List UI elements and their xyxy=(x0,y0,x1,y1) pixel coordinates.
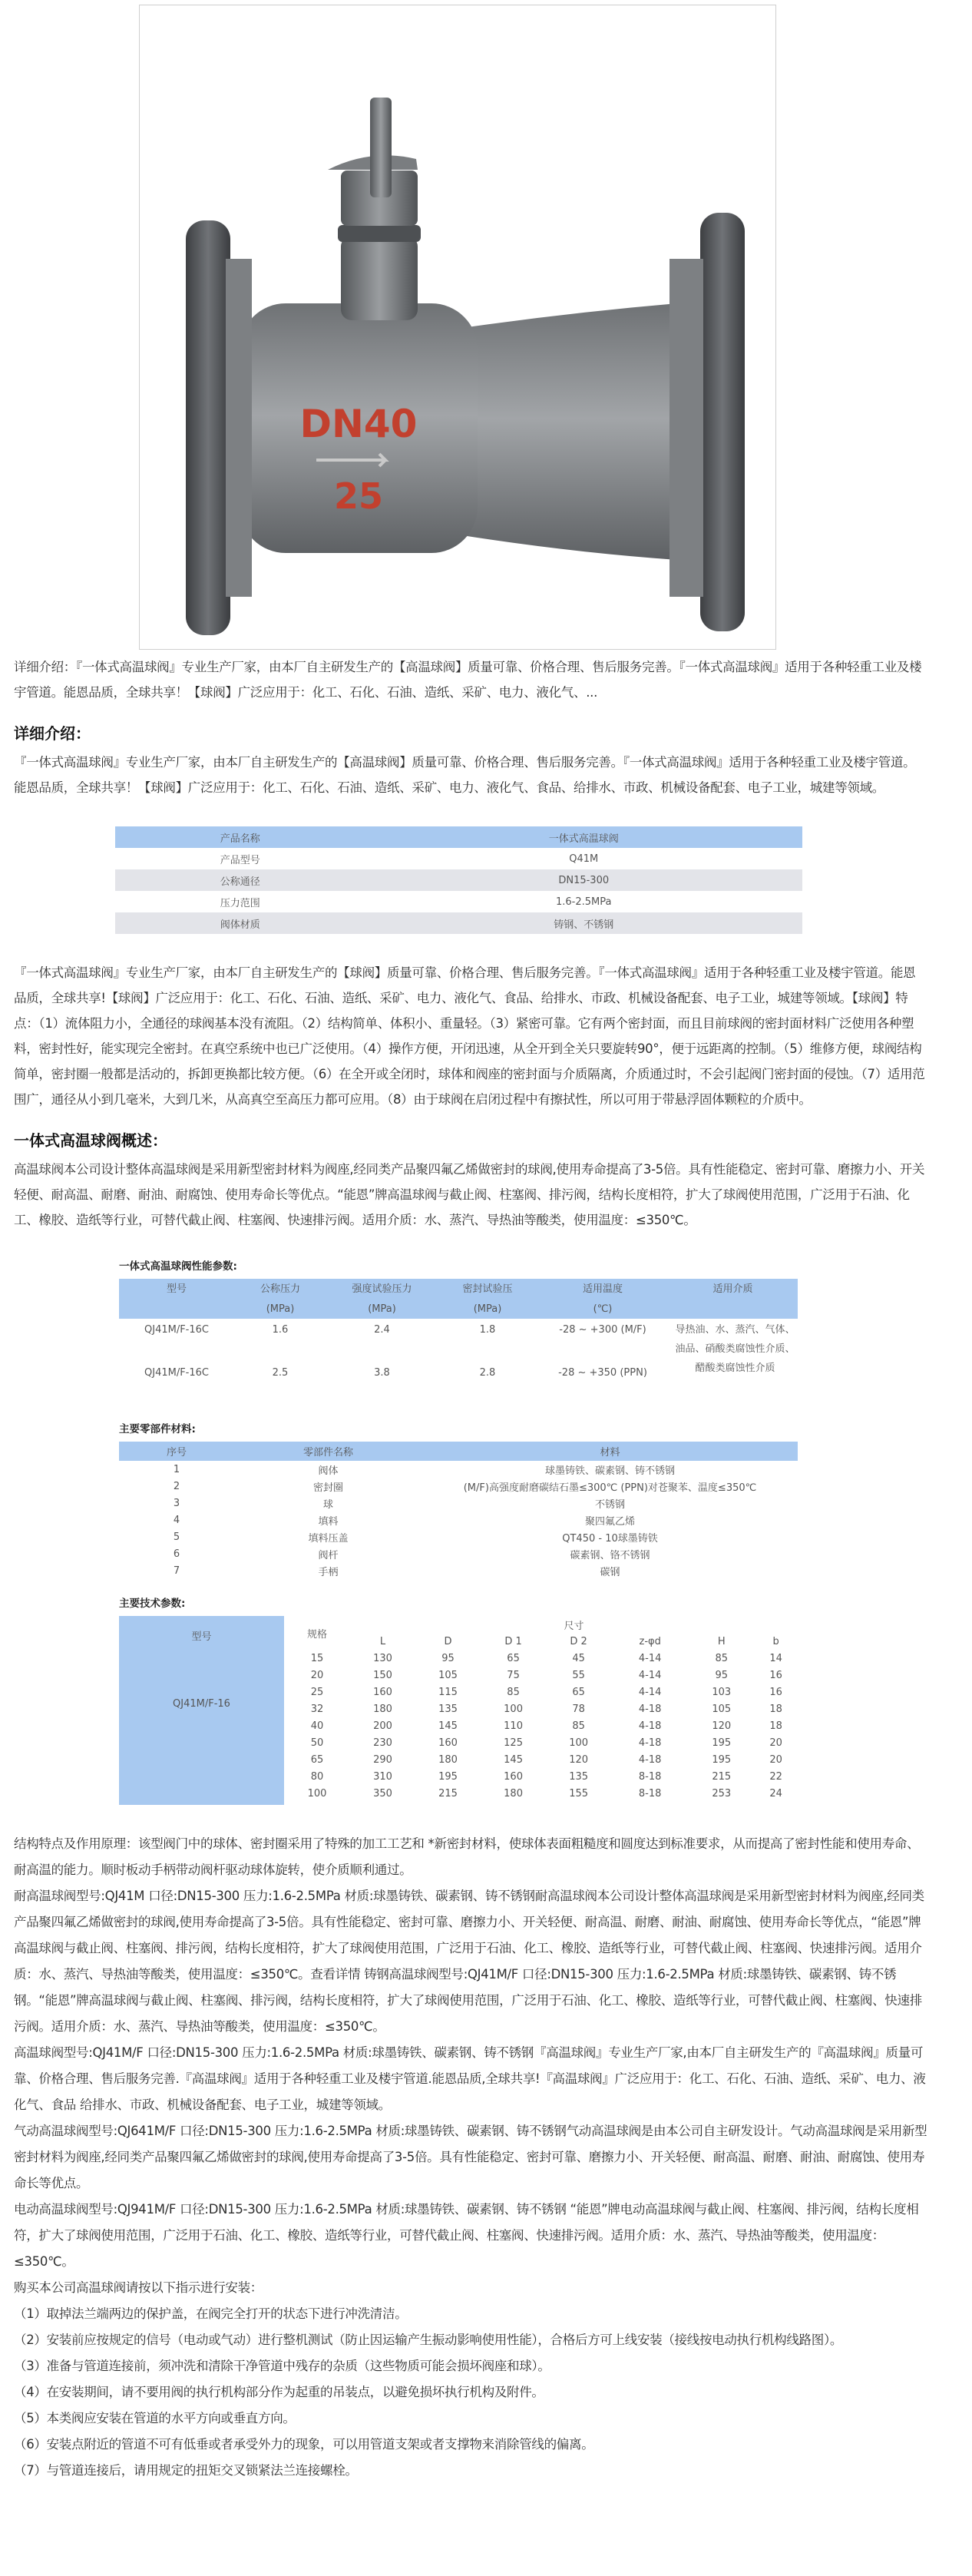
materials-header: 序号 xyxy=(119,1442,234,1461)
pressure-marking: 25 xyxy=(333,475,384,517)
performance-header-unit: (MPa) xyxy=(326,1299,438,1319)
materials-cell: 碳钢 xyxy=(600,1566,620,1578)
tech-cell: 350 xyxy=(373,1787,392,1800)
tech-cell: 145 xyxy=(504,1753,523,1766)
tech-cell: 65 xyxy=(507,1652,520,1664)
performance-media-cell: 导热油、水、蒸汽、气体、油品、硝酸类腐蚀性介质、醋酸类腐蚀性介质 xyxy=(675,1324,795,1374)
spec-table xyxy=(115,826,802,934)
performance-header: 适用温度 xyxy=(537,1279,668,1299)
tech-cell: 105 xyxy=(438,1669,458,1681)
tech-cell: 100 xyxy=(504,1703,523,1715)
install-step: （4）在安装期间，请不要用阀的执行机构部分作为起重的吊装点，以避免损坏执行机构及附件。 xyxy=(14,2385,544,2399)
valve-flange-right xyxy=(700,213,745,631)
tech-cell: 78 xyxy=(572,1703,585,1715)
tech-cell: 195 xyxy=(438,1770,458,1783)
materials-cell: 手柄 xyxy=(318,1566,339,1578)
materials-row xyxy=(119,1461,798,1478)
materials-cell: 7 xyxy=(173,1564,180,1577)
tech-table xyxy=(119,1616,798,1805)
materials-cell: 6 xyxy=(173,1548,180,1560)
product-image xyxy=(139,5,776,650)
tech-cell: 4-14 xyxy=(638,1686,662,1698)
materials-table xyxy=(119,1442,798,1579)
tech-cell: 160 xyxy=(438,1737,458,1749)
install-step: （5）本类阀应安装在管道的水平方向或垂直方向。 xyxy=(14,2411,296,2425)
tech-cell: 120 xyxy=(712,1720,732,1732)
tech-cell: 95 xyxy=(441,1652,455,1664)
tech-cell: 20 xyxy=(769,1753,782,1766)
materials-cell: 球 xyxy=(322,1498,333,1511)
tech-cell: 200 xyxy=(373,1720,392,1732)
tech-table-caption: 主要技术参数: xyxy=(119,1598,186,1610)
tech-cell: 150 xyxy=(373,1669,392,1681)
install-intro: 购买本公司高温球阀请按以下指示进行安装： xyxy=(14,2280,263,2295)
tech-spec-header: 规格 xyxy=(306,1628,327,1641)
tech-cell: 85 xyxy=(715,1652,728,1664)
materials-cell: 3 xyxy=(173,1497,180,1509)
tech-cell: 16 xyxy=(769,1686,782,1698)
spec-label: 产品型号 xyxy=(220,854,260,866)
materials-row xyxy=(119,1495,798,1511)
tech-cell: 253 xyxy=(712,1787,732,1800)
materials-row xyxy=(119,1562,798,1579)
tech-cell: 130 xyxy=(373,1652,392,1664)
materials-cell: 2 xyxy=(173,1480,180,1492)
detail-heading: 详细介绍： xyxy=(14,724,91,743)
tech-dim-header: z-φd xyxy=(639,1635,661,1647)
intro-summary: 详细介绍：『一体式高温球阀』专业生产厂家，由本厂自主研发生产的【高温球阀】质量可靠、价格合理、售后服务完善。『一体式高温球阀』适用于各种轻重工业及楼宇管道。能恩品质，全球共享！【球阀】广泛应用于：化工、石化、石油、造纸、采矿、电力、液化气、... xyxy=(14,660,922,700)
structure-paragraph: 结构特点及作用原理：该型阀门中的球体、密封圈采用了特殊的加工工艺和 *新密封材料，使球体表面粗糙度和圆度达到标准要求，从而提高了密封性能和使用寿命、耐高温的能力。顺时板动手柄带动阀杆驱动球体旋转，使介质顺利通过。 xyxy=(14,1836,920,1877)
spec-table-row xyxy=(115,912,802,934)
install-step: （6）安装点附近的管道不可有低垂或者承受外力的现象，可以用管道支架或者支撑物来消除管线的偏离。 xyxy=(14,2437,594,2452)
performance-cell: -28 ~ +300 (M/F) xyxy=(559,1324,646,1336)
materials-cell: 1 xyxy=(173,1463,180,1475)
tech-dim-header: D 2 xyxy=(570,1635,587,1647)
performance-cell: 1.6 xyxy=(272,1324,289,1336)
tech-cell: 45 xyxy=(572,1652,585,1664)
materials-row xyxy=(119,1545,798,1562)
performance-header-unit: (℃) xyxy=(537,1299,668,1319)
materials-cell: 填料 xyxy=(318,1515,339,1528)
tech-cell: 55 xyxy=(572,1669,585,1681)
model-paragraph-3: 气动高温球阀型号:QJ641M/F 口径:DN15-300 压力:1.6-2.5MPa 材质:球墨铸铁、碳素钢、铸不锈钢气动高温球阀是由本公司自主研发设计。气动高温球阀是采用新型密封材料为阀座,经同类产品聚四氟乙烯做密封的球阀,使用寿命提高了3-5倍。具有性能稳定、密封可靠、磨擦力小、开关轻便、耐高温、耐磨、耐油、耐腐蚀、使用寿命长等优点。 xyxy=(14,2124,927,2190)
spec-value: 铸钢、不锈钢 xyxy=(365,912,802,934)
tech-cell: 103 xyxy=(712,1686,732,1698)
performance-header: 强度试验压力 xyxy=(326,1279,438,1299)
spec-value: Q41M xyxy=(569,853,599,865)
tech-cell: 145 xyxy=(438,1720,458,1732)
performance-cell: 2.5 xyxy=(272,1367,289,1379)
tech-cell: 120 xyxy=(569,1753,589,1766)
tech-cell: 18 xyxy=(769,1720,782,1732)
spec-table-row xyxy=(115,891,802,912)
spec-table-row xyxy=(115,869,802,891)
tech-cell: 125 xyxy=(504,1737,523,1749)
performance-row xyxy=(119,1319,798,1362)
tech-cell: 25 xyxy=(310,1686,324,1698)
materials-row xyxy=(119,1511,798,1528)
materials-cell: QT450 - 10球墨铸铁 xyxy=(562,1532,658,1545)
materials-header: 零部件名称 xyxy=(234,1442,422,1461)
valve-neck xyxy=(341,236,418,320)
valve-stem xyxy=(370,98,392,197)
ball-valve-illustration xyxy=(140,5,775,649)
performance-table xyxy=(119,1279,798,1405)
materials-header: 材料 xyxy=(422,1442,798,1461)
spec-label: 压力范围 xyxy=(220,897,260,909)
tech-cell: 195 xyxy=(712,1737,732,1749)
model-paragraph-4: 电动高温球阀型号:QJ941M/F 口径:DN15-300 压力:1.6-2.5MPa 材质:球墨铸铁、碳素钢、铸不锈钢 “能恩”牌电动高温球阀与截止阀、柱塞阀、排污阀，结构长度相符，扩大了球阀使用范围，广泛用于石油、化工、橡胶、造纸等行业，可替代截止阀、柱塞阀、快速排污阀。适用介质：水、蒸汽、导热油等酸类，使用温度：≤350℃。 xyxy=(14,2202,919,2269)
tech-cell: 115 xyxy=(438,1686,458,1698)
tech-cell: 180 xyxy=(504,1787,523,1800)
tech-cell: 8-18 xyxy=(638,1787,662,1800)
tech-cell: 50 xyxy=(310,1737,324,1749)
tech-cell: 20 xyxy=(769,1737,782,1749)
performance-cell: -28 ~ +350 (PPN) xyxy=(558,1367,647,1379)
install-steps-list xyxy=(0,2301,972,2484)
tech-model-cell xyxy=(119,1616,284,1805)
tech-cell: 215 xyxy=(438,1787,458,1800)
materials-table-caption: 主要零部件材料: xyxy=(119,1423,196,1435)
tech-header-row xyxy=(119,1616,798,1633)
tech-cell: 155 xyxy=(569,1787,589,1800)
materials-cell: 聚四氟乙烯 xyxy=(584,1515,635,1528)
tech-dim-header: H xyxy=(717,1635,726,1647)
tech-cell: 4-18 xyxy=(638,1720,662,1732)
tech-cell: 65 xyxy=(572,1686,585,1698)
tech-cell: 4-14 xyxy=(638,1669,662,1681)
tech-cell: 4-18 xyxy=(638,1753,662,1766)
overview-paragraph: 高温球阀本公司设计整体高温球阀是采用新型密封材料为阀座,经同类产品聚四氟乙烯做密封的球阀,使用寿命提高了3-5倍。具有性能稳定、密封可靠、磨擦力小、开关轻便、耐高温、耐磨、耐油、耐腐蚀、使用寿命长等优点。“能恩”牌高温球阀与截止阀、柱塞阀、排污阀，结构长度相符，扩大了球阀使用范围，广泛用于石油、化工、橡胶、造纸等行业，可替代截止阀、柱塞阀、快速排污阀。适用介质：水、蒸汽、导热油等酸类，使用温度：≤350℃。 xyxy=(14,1162,925,1227)
materials-cell: 球墨铸铁、碳素钢、铸不锈钢 xyxy=(544,1465,675,1477)
valve-flange-left xyxy=(186,220,230,635)
tech-cell: 95 xyxy=(715,1669,728,1681)
performance-header: 适用介质 xyxy=(668,1279,798,1299)
tech-cell: 4-18 xyxy=(638,1737,662,1749)
performance-header: 密封试验压 xyxy=(438,1279,537,1299)
performance-cell: 3.8 xyxy=(374,1367,390,1379)
tech-dim-header: D xyxy=(444,1635,452,1647)
tech-model-value: QJ41M/F-16 xyxy=(173,1698,230,1710)
materials-row xyxy=(119,1478,798,1495)
tech-cell: 40 xyxy=(310,1720,324,1732)
tech-cell: 230 xyxy=(373,1737,392,1749)
materials-cell: 阀杆 xyxy=(318,1549,339,1561)
tech-cell: 85 xyxy=(572,1720,585,1732)
detail-paragraph-1: 『一体式高温球阀』专业生产厂家，由本厂自主研发生产的【高温球阀】质量可靠、价格合理、售后服务完善。『一体式高温球阀』适用于各种轻重工业及楼宇管道。能恩品质，全球共享！【球阀】广泛应用于：化工、石化、石油、造纸、采矿、电力、液化气、食品、给排水、市政、机械设备配套、电子工业，城建等领域。 xyxy=(14,755,916,795)
tech-cell: 195 xyxy=(712,1753,732,1766)
tech-cell: 180 xyxy=(373,1703,392,1715)
size-marking: DN40 xyxy=(299,402,418,446)
tech-cell: 105 xyxy=(712,1703,732,1715)
tech-cell: 32 xyxy=(310,1703,324,1715)
tech-cell: 4-18 xyxy=(638,1703,662,1715)
materials-cell: 填料压盖 xyxy=(308,1532,349,1545)
tech-cell: 20 xyxy=(310,1669,324,1681)
overview-heading: 一体式高温球阀概述： xyxy=(14,1131,167,1150)
performance-header-unit xyxy=(668,1299,798,1319)
materials-cell: 4 xyxy=(173,1514,180,1526)
spec-table-row xyxy=(115,826,802,848)
tech-cell: 22 xyxy=(769,1770,782,1783)
materials-cell: 阀体 xyxy=(318,1465,339,1477)
install-step: （2）安装前应按规定的信号（电动或气动）进行整机测试（防止因运输产生振动影响使用性能），合格后方可上线安装（接线按电动执行机构线路图）。 xyxy=(14,2333,843,2347)
performance-header-unit: (MPa) xyxy=(438,1299,537,1319)
performance-header-unit: (MPa) xyxy=(234,1299,326,1319)
performance-cell: 1.8 xyxy=(479,1324,496,1336)
performance-cell: 2.8 xyxy=(479,1367,496,1379)
tech-cell: 15 xyxy=(310,1652,324,1664)
tech-cell: 160 xyxy=(504,1770,523,1783)
tech-cell: 100 xyxy=(569,1737,589,1749)
tech-cell: 310 xyxy=(373,1770,392,1783)
spec-value: 1.6-2.5MPa xyxy=(555,896,612,908)
performance-table-caption: 一体式高温球阀性能参数: xyxy=(119,1260,237,1273)
materials-cell: 不锈钢 xyxy=(594,1498,625,1511)
spec-label: 公称通径 xyxy=(115,869,365,891)
materials-cell: 5 xyxy=(173,1531,180,1543)
materials-cell: 碳素钢、铬不锈钢 xyxy=(570,1549,650,1561)
tech-cell: 24 xyxy=(769,1787,782,1800)
install-step: （7）与管道连接后，请用规定的扭矩交叉锁紧法兰连接螺栓。 xyxy=(14,2463,358,2478)
tech-dim-header: D 1 xyxy=(504,1635,522,1647)
performance-cell: QJ41M/F-16C xyxy=(144,1367,209,1379)
model-paragraph-2: 高温球阀型号:QJ41M/F 口径:DN15-300 压力:1.6-2.5MPa 材质:球墨铸铁、碳素钢、铸不锈钢『高温球阀』专业生产厂家,由本厂自主研发生产的『高温球阀』质量可靠、价格合理、售后服务完善.『高温球阀』适用于各种轻重工业及楼宇管道.能恩品质,全球共享!『高温球阀』广泛应用于：化工、石化、石油、造纸、采矿、电力、液化气、食品 给排水、市政、机械设备配套、电子工业，城建等领域。 xyxy=(14,2045,926,2112)
tech-cell: 110 xyxy=(504,1720,523,1732)
spec-label: 阀体材质 xyxy=(115,912,365,934)
tech-size-header: 尺寸 xyxy=(564,1620,584,1632)
tech-cell: 160 xyxy=(373,1686,392,1698)
valve-outlet xyxy=(462,303,677,560)
performance-cell: 2.4 xyxy=(374,1324,390,1336)
tech-cell: 65 xyxy=(310,1753,324,1766)
spec-table-row xyxy=(115,848,802,869)
performance-header-row xyxy=(119,1279,798,1299)
tech-cell: 14 xyxy=(769,1652,782,1664)
tech-cell: 4-14 xyxy=(638,1652,662,1664)
tech-model-header: 型号 xyxy=(191,1631,212,1643)
tech-cell: 290 xyxy=(373,1753,392,1766)
tech-cell: 180 xyxy=(438,1753,458,1766)
tech-dim-header: b xyxy=(772,1635,779,1647)
tech-cell: 75 xyxy=(507,1669,520,1681)
tech-cell: 215 xyxy=(712,1770,732,1783)
materials-cell: 密封圈 xyxy=(312,1482,343,1494)
materials-cell: (M/F)高强度耐磨碳结石墨≤300℃ (PPN)对苍聚苯、温度≤350℃ xyxy=(463,1482,757,1494)
tech-cell: 8-18 xyxy=(638,1770,662,1783)
materials-header-row xyxy=(119,1442,798,1461)
spec-value: 一体式高温球阀 xyxy=(365,826,802,848)
model-paragraph-1: 耐高温球阀型号:QJ41M 口径:DN15-300 压力:1.6-2.5MPa 材质:球墨铸铁、碳素钢、铸不锈钢耐高温球阀本公司设计整体高温球阀是采用新型密封材料为阀座,经同类产品聚四氟乙烯做密封的球阀,使用寿命提高了3-5倍。具有性能稳定、密封可靠、磨擦力小、开关轻便、耐高温、耐磨、耐油、耐腐蚀、使用寿命长等优点，“能恩”牌高温球阀与截止阀、柱塞阀、排污阀，结构长度相符，扩大了球阀使用范围，广泛用于石油、化工、橡胶、造纸等行业，可替代截止阀、柱塞阀、快速排污阀。适用介质：水、蒸汽、导热油等酸类，使用温度：≤350℃。查看详情 铸钢高温球阀型号:QJ41M/F 口径:DN15-300 压力:1.6-2.5MPa 材质:球墨铸铁、碳素钢、铸不锈钢。“能恩”牌高温球阀与截止阀、柱塞阀、排污阀，结构长度相符，扩大了球阀使用范围，广泛用于石油、化工、橡胶、造纸等行业，可替代截止阀、柱塞阀、快速排污阀。适用介质：水、蒸汽、导热油等酸类，使用温度：≤350℃。 xyxy=(14,1889,924,2034)
performance-header-unit xyxy=(119,1299,234,1319)
tech-cell: 100 xyxy=(307,1787,327,1800)
materials-row xyxy=(119,1528,798,1545)
tech-cell: 80 xyxy=(310,1770,324,1783)
performance-cell: QJ41M/F-16C xyxy=(144,1324,209,1336)
performance-header: 公称压力 xyxy=(234,1279,326,1299)
spec-label: 产品名称 xyxy=(115,826,365,848)
tech-dim-header: L xyxy=(379,1635,386,1647)
install-step: （1）取掉法兰端两边的保护盖，在阀完全打开的状态下进行冲洗清洁。 xyxy=(14,2306,408,2321)
detail-paragraph-2: 『一体式高温球阀』专业生产厂家，由本厂自主研发生产的【球阀】质量可靠、价格合理、售后服务完善。『一体式高温球阀』适用于各种轻重工业及楼宇管道。能恩品质，全球共享!【球阀】广泛应用于：化工、石化、石油、造纸、采矿、电力、液化气、食品、给排水、市政、机械设备配套、电子工业，城建等领域。【球阀】特点：（1）流体阻力小，全通径的球阀基本没有流阻。（2）结构简单、体积小、重量轻。（3）紧密可靠。它有两个密封面，而且目前球阀的密封面材料广泛使用各种塑料，密封性好，能实现完全密封。在真空系统中也已广泛使用。（4）操作方便，开闭迅速，从全开到全关只要旋转90°，便于远距离的控制。（5）维修方便，球阀结构简单，密封圈一般都是活动的，拆卸更换都比较方便。（6）在全开或全闭时，球体和阀座的密封面与介质隔离，介质通过时，不会引起阀门密封面的侵蚀。（7）适用范围广，通径从小到几毫米，大到几米，从高真空至高压力都可应用。（8）由于球阀在启闭过程中有擦拭性，所以可用于带悬浮固体颗粒的介质中。 xyxy=(14,965,925,1107)
tech-cell: 135 xyxy=(438,1703,458,1715)
tech-cell: 18 xyxy=(769,1703,782,1715)
tech-cell: 85 xyxy=(507,1686,520,1698)
install-step: （3）准备与管道连接前，须冲洗和清除干净管道中残存的杂质（这些物质可能会损坏阀座和球）。 xyxy=(14,2359,550,2373)
tech-cell: 16 xyxy=(769,1669,782,1681)
spec-value: DN15-300 xyxy=(365,869,802,891)
performance-header: 型号 xyxy=(119,1279,234,1299)
performance-header-unit-row xyxy=(119,1299,798,1319)
tech-cell: 135 xyxy=(569,1770,589,1783)
